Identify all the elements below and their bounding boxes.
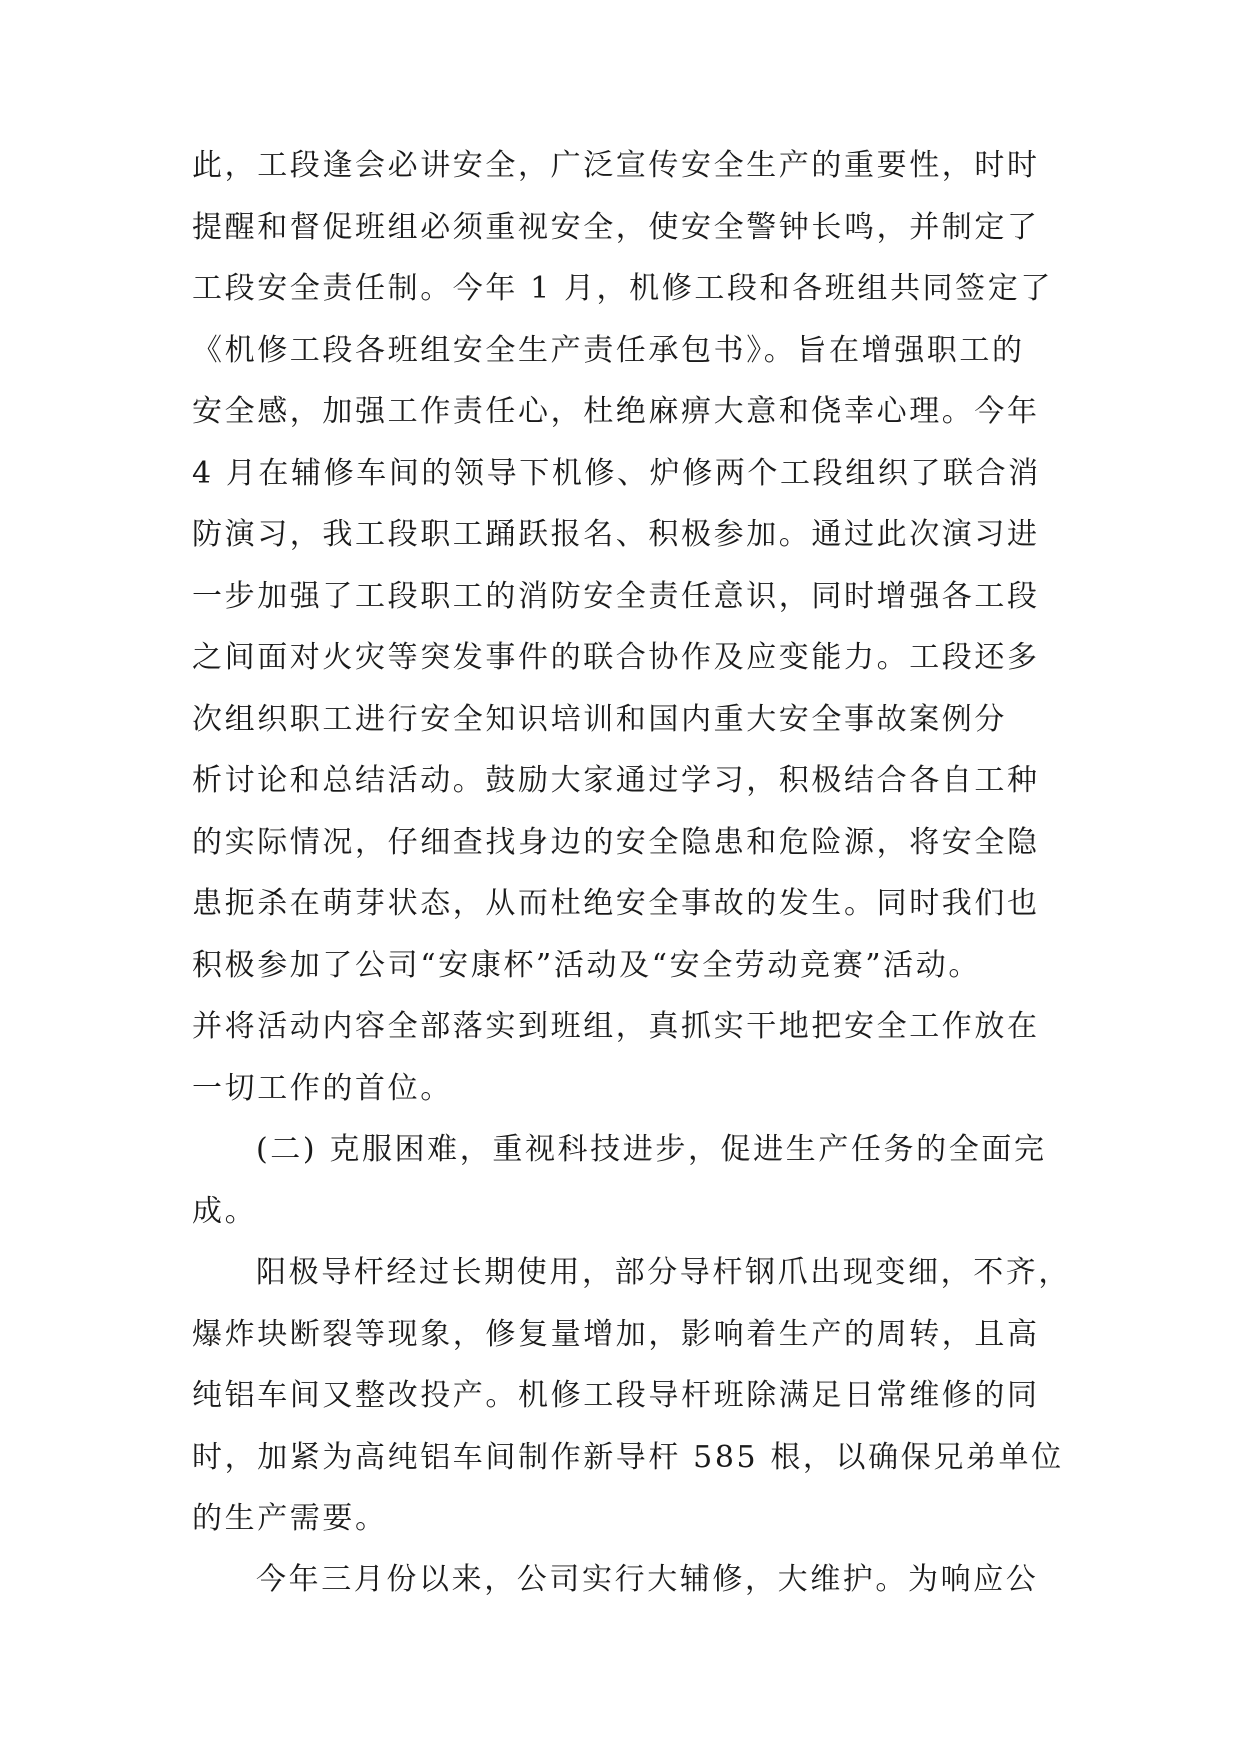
text-line: 一步加强了工段职工的消防安全责任意识，同时增强各工段 — [192, 578, 1040, 614]
text-line: 一切工作的首位。 — [192, 1070, 453, 1106]
heading-line: (二) 克服困难，重视科技进步，促进生产任务的全面完 — [256, 1132, 1047, 1167]
text-line: 《机修工段各班组安全生产责任承包书》。旨在增强职工的 — [192, 332, 1025, 368]
text-line: 纯铝车间又整改投产。机修工段导杆班除满足日常维修的同 — [192, 1378, 1040, 1413]
text-line: 安全感，加强工作责任心，杜绝麻痹大意和侥幸心理。今年 — [192, 394, 1040, 429]
text-line: 患扼杀在萌芽状态，从而杜绝安全事故的发生。同时我们也 — [192, 886, 1040, 921]
text-line: 爆炸块断裂等现象，修复量增加，影响着生产的周转，且高 — [192, 1316, 1040, 1352]
text-line: 4 月在辅修车间的领导下机修、炉修两个工段组织了联合消 — [192, 455, 1041, 491]
text-line: 今年三月份以来，公司实行大辅修，大维护。为响应公 — [256, 1562, 1039, 1597]
text-line: 提醒和督促班组必须重视安全，使安全警钟长鸣，并制定了 — [192, 209, 1040, 245]
text-line: 阳极导杆经过长期使用，部分导杆钢爪出现变细，不齐， — [256, 1255, 1071, 1290]
section-heading — [192, 1119, 1072, 1242]
heading-line: 成。 — [192, 1193, 258, 1229]
text-line: 的实际情况，仔细查找身边的安全隐患和危险源，将安全隐 — [192, 824, 1040, 860]
paragraph-guide-rods — [192, 1242, 1072, 1550]
text-line: 之间面对火灾等突发事件的联合协作及应变能力。工段还多 — [192, 640, 1040, 675]
text-line: 析讨论和总结活动。鼓励大家通过学习，积极结合各自工种 — [192, 763, 1040, 798]
text-line: 工段安全责任制。今年 1 月，机修工段和各班组共同签定了 — [192, 271, 1053, 306]
text-line: 此，工段逢会必讲安全，广泛宣传安全生产的重要性，时时 — [192, 148, 1040, 183]
text-line: 时，加紧为高纯铝车间制作新导杆 585 根，以确保兄弟单位 — [192, 1439, 1064, 1475]
text-line: 并将活动内容全部落实到班组，真抓实干地把安全工作放在 — [192, 1009, 1040, 1044]
text-line: 防演习，我工段职工踊跃报名、积极参加。通过此次演习进 — [192, 517, 1040, 552]
paragraph-maintenance — [192, 1549, 1072, 1611]
text-line: 次组织职工进行安全知识培训和国内重大安全事故案例分 — [192, 701, 1007, 737]
text-line: 积极参加了公司“安康杯”活动及“安全劳动竞赛”活动。 — [192, 947, 981, 983]
text-line: 的生产需要。 — [192, 1501, 388, 1536]
paragraph-safety — [192, 135, 1072, 1119]
